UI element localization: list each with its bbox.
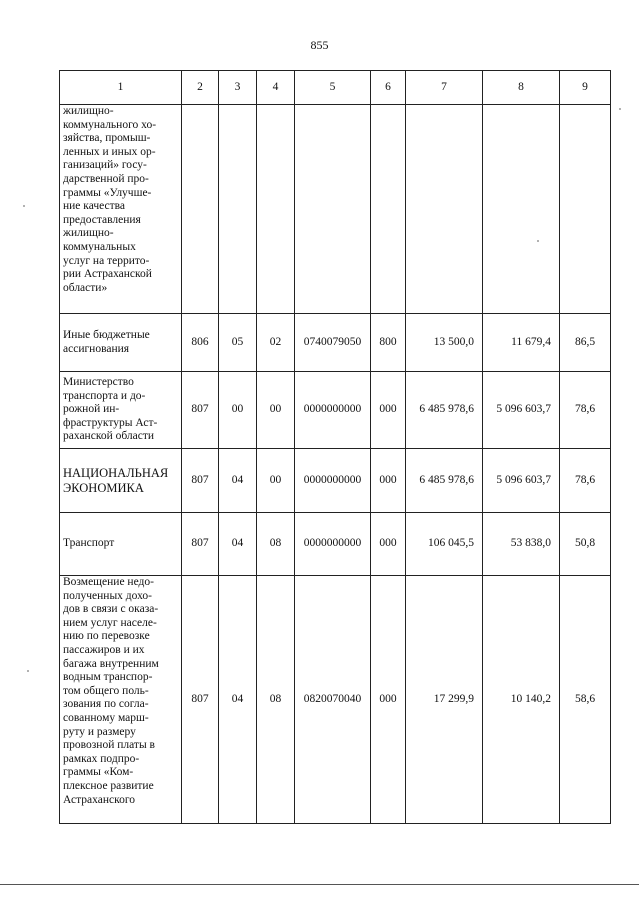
table-cell: 50,8 <box>560 513 611 576</box>
table-cell: 806 <box>182 314 219 372</box>
table-cell: 807 <box>182 576 219 824</box>
table-header-row <box>60 71 611 105</box>
table-cell: 5 096 603,7 <box>483 449 560 513</box>
table-cell: 08 <box>257 576 295 824</box>
table-cell: 0000000000 <box>295 513 371 576</box>
table-cell: 0820070040 <box>295 576 371 824</box>
row-name: Возмещение недо- полученных дохо- дов в связи с оказа- нием услуг населе- нию по перевозке пассажиров и их багажа внутренним водным транспор- том общего поль- зования по согла- сованному марш- руту и размеру провозной платы в рамках подпро- граммы «Ком- плексное развитие Астраханского <box>63 576 159 806</box>
table-cell: 02 <box>257 314 295 372</box>
table-cell: 5 096 603,7 <box>483 372 560 449</box>
table-cell: 08 <box>257 513 295 576</box>
table-cell: 807 <box>182 513 219 576</box>
table-cell: 04 <box>219 449 257 513</box>
table-cell <box>219 105 257 314</box>
table-row <box>60 513 611 576</box>
table-row <box>60 576 611 824</box>
table-cell: 6 485 978,6 <box>406 449 483 513</box>
column-header: 7 <box>406 71 483 105</box>
table-cell <box>406 105 483 314</box>
table-cell: 00 <box>257 372 295 449</box>
row-name: НАЦИОНАЛЬНАЯ ЭКОНОМИКА <box>63 465 169 495</box>
scan-speck <box>23 205 25 207</box>
table-cell: 11 679,4 <box>483 314 560 372</box>
row-name: Министерство транспорта и до- рожной ин- фраструктуры Аст- раханской области <box>63 376 158 443</box>
column-header: 9 <box>560 71 611 105</box>
table-row <box>60 449 611 513</box>
table-cell: 106 045,5 <box>406 513 483 576</box>
table-cell: 000 <box>371 372 406 449</box>
row-name: Транспорт <box>63 537 115 550</box>
table-cell: 0740079050 <box>295 314 371 372</box>
table-cell <box>560 105 611 314</box>
table-cell: 04 <box>219 576 257 824</box>
column-header: 5 <box>295 71 371 105</box>
table-cell: 6 485 978,6 <box>406 372 483 449</box>
row-name-cell <box>60 314 182 372</box>
column-header: 2 <box>182 71 219 105</box>
row-name-cell <box>60 449 182 513</box>
table-row <box>60 372 611 449</box>
table-cell <box>182 105 219 314</box>
column-header: 3 <box>219 71 257 105</box>
table-cell: 807 <box>182 449 219 513</box>
table-cell <box>257 105 295 314</box>
row-name: Иные бюджетные ассигнования <box>63 328 150 355</box>
budget-table <box>59 70 611 824</box>
table-cell: 800 <box>371 314 406 372</box>
table-cell: 53 838,0 <box>483 513 560 576</box>
row-name-cell <box>60 576 182 824</box>
table-cell: 10 140,2 <box>483 576 560 824</box>
table-cell <box>483 105 560 314</box>
page-number: 855 <box>310 38 329 52</box>
table-cell: 86,5 <box>560 314 611 372</box>
row-name: жилищно- коммунального хо- зяйства, промыш- ленных и иных ор- ганизаций» госу- дарственной про- граммы «Улучше- ние качества предоставления жилищно- коммунальных услуг на террито- рии Астраханской области» <box>63 105 157 294</box>
table-cell: 00 <box>257 449 295 513</box>
column-header: 8 <box>483 71 560 105</box>
scan-speck <box>537 240 539 242</box>
table-row <box>60 105 611 314</box>
column-header: 4 <box>257 71 295 105</box>
table-cell <box>371 105 406 314</box>
table-cell: 000 <box>371 513 406 576</box>
column-header: 1 <box>60 71 182 105</box>
table-cell: 78,6 <box>560 372 611 449</box>
table-row <box>60 314 611 372</box>
table-cell: 17 299,9 <box>406 576 483 824</box>
table-cell: 05 <box>219 314 257 372</box>
table-cell: 0000000000 <box>295 372 371 449</box>
row-name-cell <box>60 513 182 576</box>
table-cell: 000 <box>371 449 406 513</box>
table-cell: 04 <box>219 513 257 576</box>
table-cell: 000 <box>371 576 406 824</box>
table-cell: 13 500,0 <box>406 314 483 372</box>
table-cell <box>295 105 371 314</box>
table-cell: 0000000000 <box>295 449 371 513</box>
table-cell: 00 <box>219 372 257 449</box>
row-name-cell <box>60 105 182 314</box>
column-header: 6 <box>371 71 406 105</box>
table-cell: 58,6 <box>560 576 611 824</box>
scan-edge-line <box>0 884 639 885</box>
row-name-cell <box>60 372 182 449</box>
table-cell: 807 <box>182 372 219 449</box>
scan-speck <box>27 670 29 672</box>
table-cell: 78,6 <box>560 449 611 513</box>
scan-speck <box>619 108 621 110</box>
